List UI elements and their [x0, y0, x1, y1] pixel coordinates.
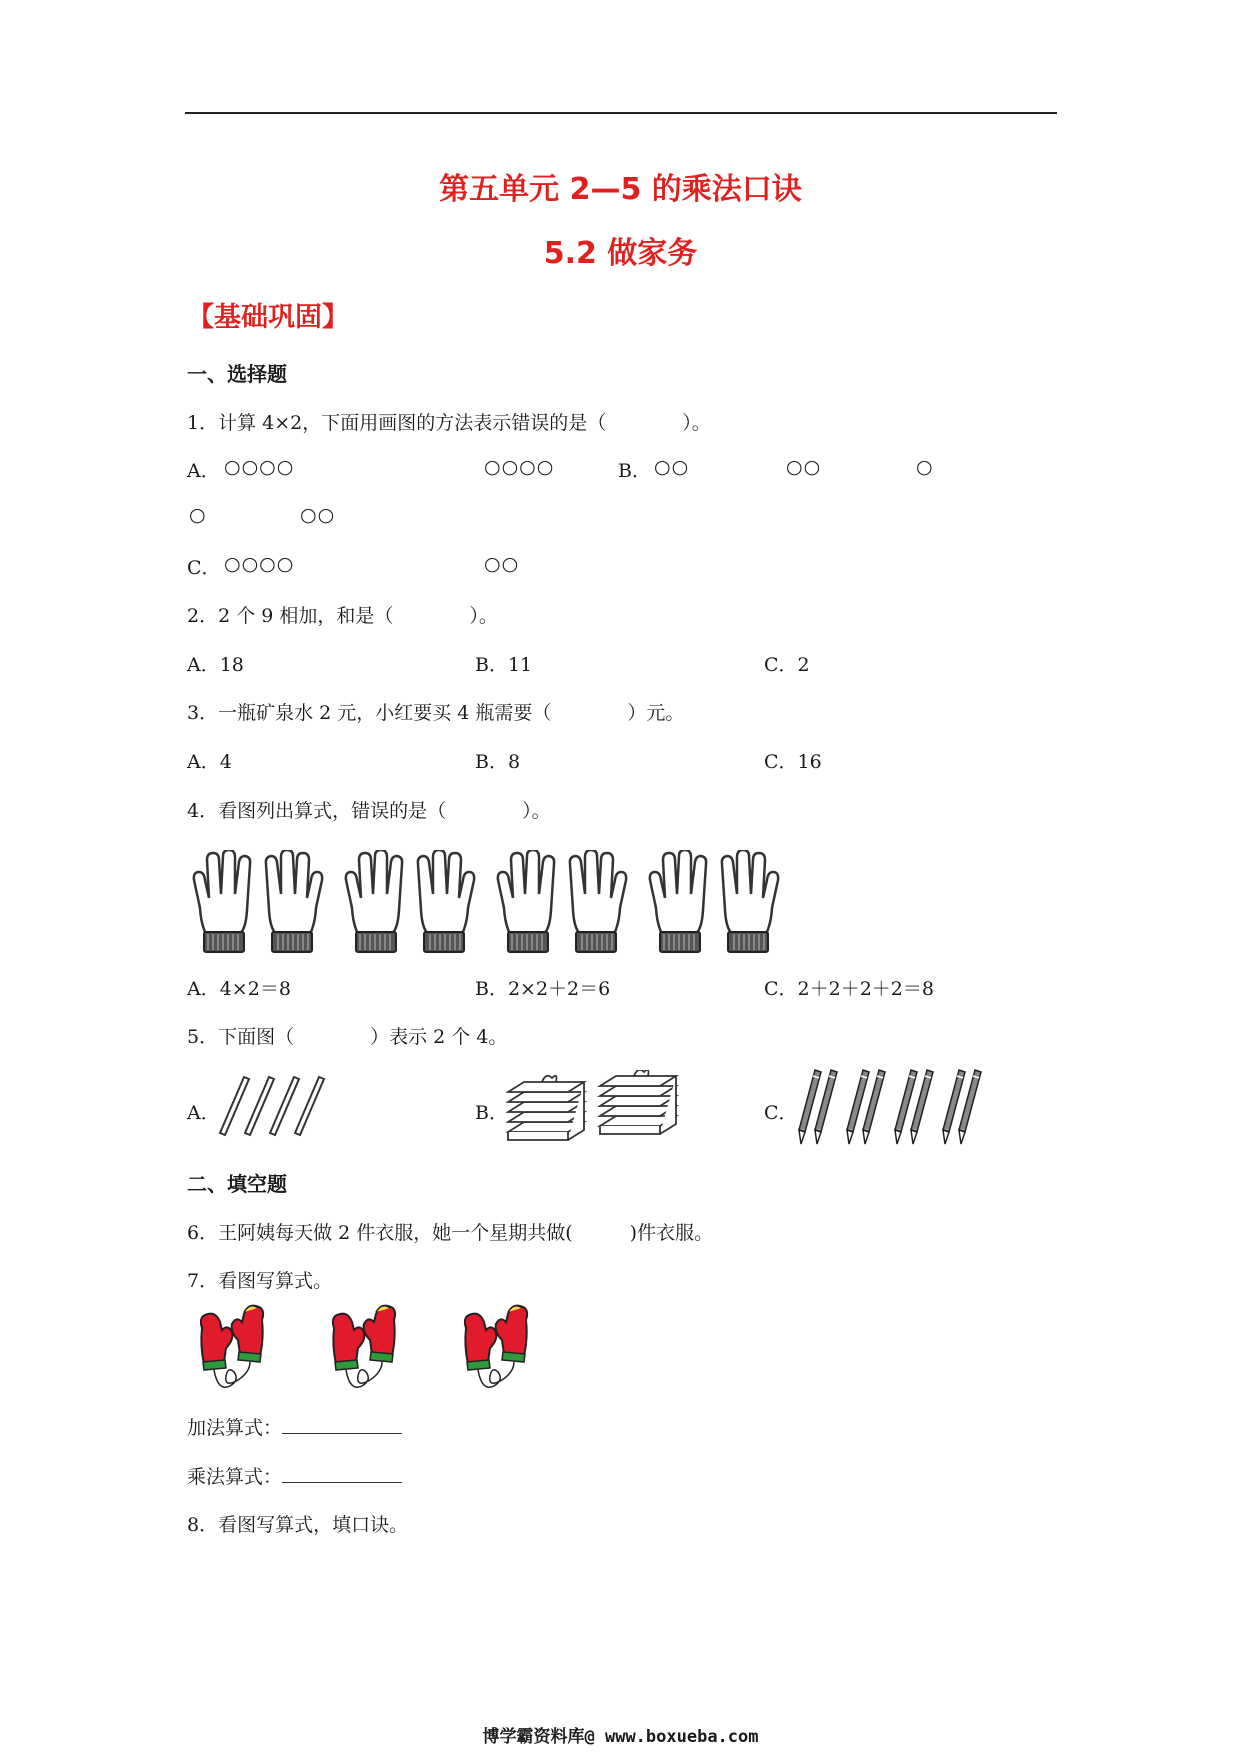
- section-label: 【基础巩固】: [187, 302, 349, 333]
- gloves-picture: [190, 850, 800, 960]
- pen-pair-4: [943, 1070, 981, 1144]
- q3-option-a: A．4: [187, 751, 232, 773]
- part2-heading: 二、填空题: [187, 1172, 287, 1196]
- unit-title: 第五单元 2—5 的乘法口诀: [439, 172, 802, 207]
- question-5: 5．下面图（ ）表示 2 个 4。: [187, 1026, 508, 1048]
- q1-option-b-circles-3: ○: [916, 456, 934, 478]
- q2-option-a: A．18: [187, 654, 244, 676]
- question-1: 1．计算 4×2，下面用画图的方法表示错误的是（ ）。: [187, 412, 711, 434]
- pen-pair-2: [847, 1070, 885, 1144]
- q5-option-b: B．: [475, 1102, 508, 1124]
- q1-option-a-circles-2: ○○○○: [484, 456, 555, 478]
- q4-option-b: B．2×2＋2＝6: [475, 978, 611, 1000]
- mittens-picture: [190, 1300, 550, 1400]
- mitten-pair-1: [201, 1306, 263, 1388]
- part1-heading: 一、选择题: [187, 362, 287, 386]
- pens-picture: [795, 1068, 985, 1148]
- q7-mul-row: [187, 1462, 402, 1489]
- question-6: 6．王阿姨每天做 2 件衣服，她一个星期共做( )件衣服。: [187, 1222, 714, 1244]
- q1-option-b-circles-1: ○○: [654, 456, 690, 478]
- question-3: 3．一瓶矿泉水 2 元，小红要买 4 瓶需要（ ）元。: [187, 702, 685, 724]
- q1-option-b-circles-2: ○○: [786, 456, 822, 478]
- q3-option-b: B．8: [475, 751, 521, 773]
- q1-option-c-circles-2: ○○: [484, 553, 520, 575]
- book-stacks-picture: [506, 1070, 688, 1145]
- sticks-picture: [218, 1075, 333, 1137]
- question-7: 7．看图写算式。: [187, 1270, 333, 1292]
- mitten-pair-2: [333, 1306, 395, 1388]
- q1-option-c-label: C．: [187, 557, 221, 579]
- q1-option-b-label: B．: [618, 460, 651, 482]
- q3-option-c: C．16: [764, 751, 822, 773]
- question-2: 2．2 个 9 相加，和是（ ）。: [187, 605, 498, 627]
- pen-pair-1: [799, 1070, 837, 1144]
- q7-add-row: [187, 1413, 402, 1440]
- footer-watermark: 博学霸资料库@ www.boxueba.com: [482, 1727, 759, 1747]
- book-stack-2: [600, 1070, 676, 1134]
- q1-option-a-label: A．: [187, 460, 220, 482]
- glove-pair-4: [650, 850, 778, 952]
- top-rule: [185, 112, 1057, 114]
- glove-pair-1: [194, 850, 322, 952]
- q4-option-a: A．4×2＝8: [187, 978, 291, 1000]
- q1-option-c-circles-1: ○○○○: [224, 553, 295, 575]
- question-4: 4．看图列出算式，错误的是（ ）。: [187, 800, 551, 822]
- q7-add-blank[interactable]: [282, 1416, 402, 1434]
- q2-option-c: C．2: [764, 654, 810, 676]
- pen-pair-3: [895, 1070, 933, 1144]
- q1-option-b-circles-5: ○○: [300, 504, 336, 526]
- question-8: 8．看图写算式，填口诀。: [187, 1514, 409, 1536]
- glove-pair-2: [346, 850, 474, 952]
- q5-option-a: A．: [187, 1102, 220, 1124]
- glove-pair-3: [498, 850, 626, 952]
- mitten-pair-3: [465, 1306, 527, 1388]
- q7-mul-label: 乘法算式：: [187, 1466, 283, 1488]
- q4-option-c: C．2＋2＋2＋2＝8: [764, 978, 934, 1000]
- q1-option-b-circles-4: ○: [189, 504, 207, 526]
- q7-add-label: 加法算式：: [187, 1417, 283, 1439]
- q5-option-c: C．: [764, 1102, 798, 1124]
- q1-option-a-circles-1: ○○○○: [224, 456, 295, 478]
- q2-option-b: B．11: [475, 654, 533, 676]
- book-stack-1: [508, 1076, 584, 1140]
- lesson-title: 5.2 做家务: [543, 236, 698, 271]
- q7-mul-blank[interactable]: [282, 1465, 402, 1483]
